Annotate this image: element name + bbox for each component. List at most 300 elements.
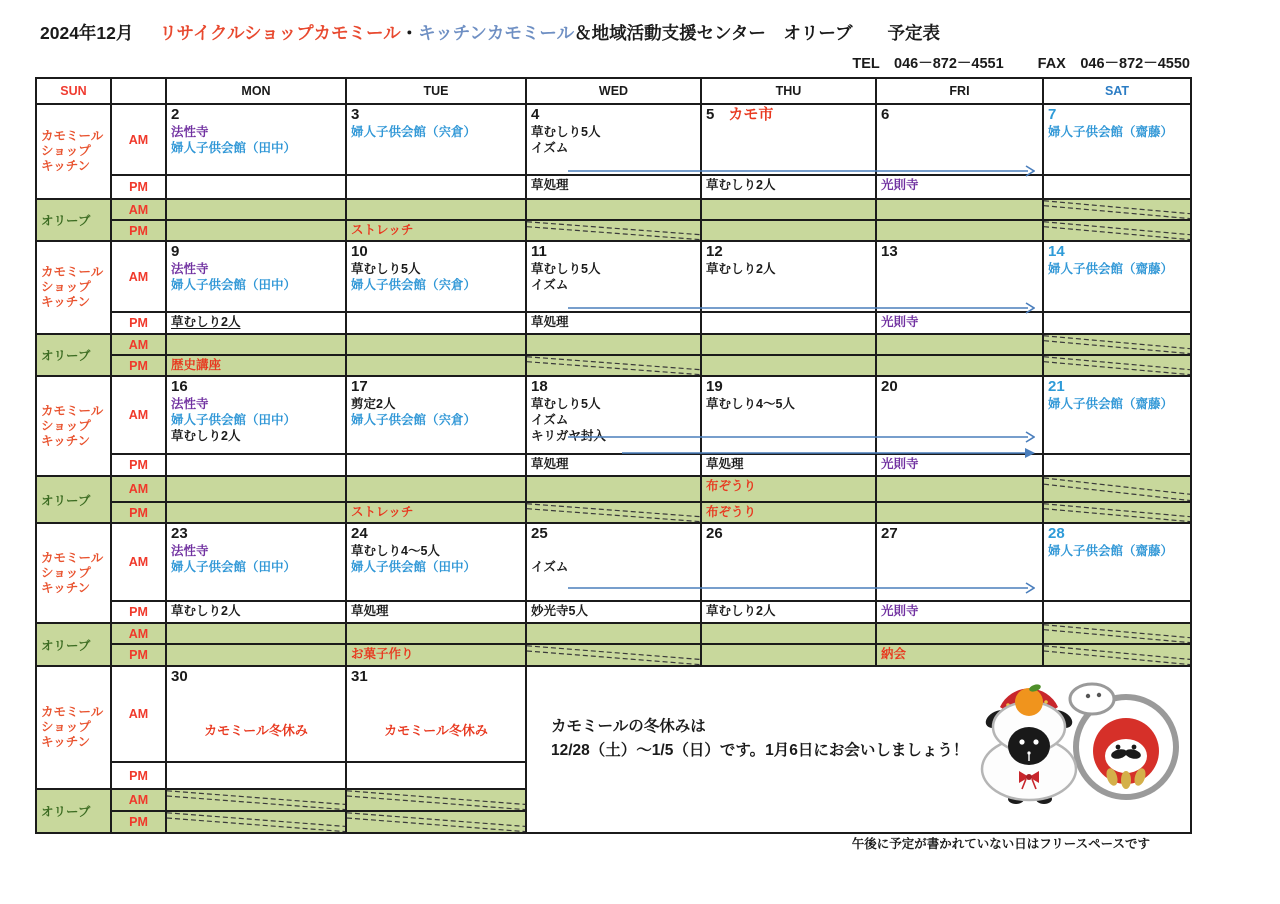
facility-label-line: カモミール xyxy=(41,129,104,143)
day-cell xyxy=(526,601,701,623)
day-cell xyxy=(166,334,346,355)
title-shop-blue: キッチンカモミール xyxy=(418,23,575,43)
day-cell xyxy=(526,644,701,666)
day-cell xyxy=(876,175,1043,199)
date-row xyxy=(351,668,521,686)
facility-label-olive: オリーブ xyxy=(36,623,111,666)
day-cell xyxy=(526,623,701,644)
event-line xyxy=(351,222,521,238)
date-label: 30 xyxy=(171,668,188,685)
day-cell xyxy=(526,334,701,355)
event-text: 法性寺 xyxy=(171,544,209,558)
day-cell xyxy=(166,104,346,175)
event-text: 草処理 xyxy=(531,457,569,471)
date-label: 5 xyxy=(706,106,715,123)
event-line xyxy=(881,603,1038,619)
ampm-label: PM xyxy=(111,454,166,476)
date-row xyxy=(351,243,521,261)
event-text: 婦人子供会館（齋藤） xyxy=(1048,125,1174,139)
event-text: 草処理 xyxy=(531,178,569,192)
facility-label-line: カモミール xyxy=(41,403,104,418)
event-line xyxy=(171,261,341,277)
day-cell xyxy=(166,623,346,644)
day-cell xyxy=(1043,502,1191,523)
day-cell xyxy=(166,811,346,833)
facility-label-line: カモミール xyxy=(41,550,104,565)
facility-label-olive: オリーブ xyxy=(36,476,111,523)
day-cell xyxy=(526,199,701,220)
date-label: 19 xyxy=(706,378,723,395)
day-cell xyxy=(166,220,346,241)
day-cell xyxy=(1043,220,1191,241)
day-cell xyxy=(346,454,526,476)
event-text: 婦人子供会館（齋藤） xyxy=(1048,544,1174,558)
day-cell xyxy=(346,811,526,833)
event-line xyxy=(706,396,871,412)
event-text: 布ぞうり xyxy=(706,479,757,493)
day-cell xyxy=(166,312,346,334)
event-text xyxy=(531,544,534,558)
event-text: 剪定2人 xyxy=(351,397,396,411)
event-line xyxy=(531,124,696,140)
date-row xyxy=(706,525,871,543)
event-text: 草むしり2人 xyxy=(171,429,241,443)
event-line xyxy=(531,396,696,412)
day-cell xyxy=(876,476,1043,502)
day-cell xyxy=(526,241,701,312)
week-row xyxy=(36,312,1191,334)
event-text: イズム xyxy=(531,413,569,427)
day-cell xyxy=(876,644,1043,666)
event-text: 布ぞうり xyxy=(706,505,757,519)
ampm-label: PM xyxy=(111,762,166,789)
date-label: 4 xyxy=(531,106,540,123)
date-row xyxy=(706,106,871,124)
day-cell xyxy=(166,476,346,502)
date-label: 25 xyxy=(531,525,548,542)
event-text: 婦人子供会館（田中） xyxy=(351,560,477,574)
event-line xyxy=(351,277,521,293)
date-note: カモ市 xyxy=(728,106,774,123)
facility-label-kamomile xyxy=(36,666,111,789)
event-line xyxy=(351,124,521,140)
event-line xyxy=(1048,396,1186,412)
date-row xyxy=(531,243,696,261)
ampm-label: AM xyxy=(111,476,166,502)
facility-label-line: ショップ xyxy=(41,418,91,433)
event-line xyxy=(881,314,1038,330)
ampm-label: AM xyxy=(111,666,166,762)
week-row xyxy=(36,376,1191,454)
date-label: 7 xyxy=(1048,106,1057,123)
event-line xyxy=(531,559,696,575)
facility-label-line: キッチン xyxy=(41,295,91,309)
day-header-mon: MON xyxy=(166,78,346,104)
event-text: 法性寺 xyxy=(171,397,209,411)
date-row xyxy=(171,106,341,124)
day-cell xyxy=(1043,454,1191,476)
event-text: 草むしり2人 xyxy=(171,315,241,329)
event-text: 光則寺 xyxy=(881,457,919,471)
date-label: 31 xyxy=(351,668,368,685)
diagonal-slash-icon xyxy=(347,790,525,810)
day-cell xyxy=(346,476,526,502)
day-cell xyxy=(701,502,876,523)
event-text: 光則寺 xyxy=(881,178,919,192)
day-cell xyxy=(526,376,701,454)
day-cell xyxy=(346,762,526,789)
day-cell xyxy=(701,199,876,220)
day-cell xyxy=(701,355,876,376)
date-row xyxy=(881,378,1038,396)
event-line xyxy=(531,177,696,193)
date-label: 3 xyxy=(351,106,360,123)
date-row xyxy=(171,378,341,396)
day-cell xyxy=(166,601,346,623)
diagonal-slash-icon xyxy=(1044,200,1190,219)
event-text: イズム xyxy=(531,141,569,155)
date-row xyxy=(706,378,871,396)
date-label: 28 xyxy=(1048,525,1065,542)
day-cell xyxy=(1043,476,1191,502)
day-cell xyxy=(526,175,701,199)
event-line xyxy=(171,124,341,140)
event-line xyxy=(351,603,521,619)
day-cell xyxy=(346,623,526,644)
day-cell xyxy=(701,241,876,312)
winter-notice-line: 12/28（土）～1/5（日）です。1月6日にお会いしましょう！ xyxy=(551,742,969,760)
diagonal-slash-icon xyxy=(1044,503,1190,522)
day-cell xyxy=(166,666,346,762)
diagonal-slash-icon xyxy=(347,812,525,832)
contact-line xyxy=(852,52,1190,73)
ampm-label: AM xyxy=(111,789,166,811)
event-text: 婦人子供会館（齋藤） xyxy=(1048,262,1174,276)
day-cell xyxy=(346,104,526,175)
facility-label-line: キッチン xyxy=(41,159,91,173)
ampm-label: PM xyxy=(111,811,166,833)
ampm-label: PM xyxy=(111,644,166,666)
event-text: 草むしり2人 xyxy=(706,262,776,276)
week-row xyxy=(36,601,1191,623)
ampm-label: PM xyxy=(111,601,166,623)
day-cell xyxy=(1043,376,1191,454)
day-cell xyxy=(526,312,701,334)
day-cell xyxy=(1043,355,1191,376)
date-row xyxy=(171,243,341,261)
event-line xyxy=(351,559,521,575)
event-line xyxy=(171,314,341,330)
day-cell xyxy=(876,241,1043,312)
day-cell xyxy=(1043,312,1191,334)
facility-label-kamomile xyxy=(36,104,111,199)
event-line xyxy=(351,412,521,428)
event-text: 光則寺 xyxy=(881,315,919,329)
event-line xyxy=(351,646,521,662)
date-row xyxy=(881,106,1038,124)
event-text: 妙光寺5人 xyxy=(531,604,588,618)
event-text: 草むしり4～5人 xyxy=(351,544,440,558)
day-cell xyxy=(526,220,701,241)
event-line xyxy=(531,603,696,619)
day-cell xyxy=(526,476,701,502)
title-separator: ・ xyxy=(400,23,419,43)
event-text: 草むしり2人 xyxy=(706,604,776,618)
day-cell xyxy=(526,104,701,175)
event-text: 草処理 xyxy=(531,315,569,329)
day-cell xyxy=(1043,644,1191,666)
event-text: 法性寺 xyxy=(171,262,209,276)
diagonal-slash-icon xyxy=(167,812,345,832)
day-cell xyxy=(701,312,876,334)
diagonal-slash-icon xyxy=(167,790,345,810)
event-line xyxy=(706,478,871,494)
day-cell xyxy=(876,104,1043,175)
week-row xyxy=(36,523,1191,601)
date-label: 18 xyxy=(531,378,548,395)
event-line xyxy=(171,277,341,293)
date-label: 12 xyxy=(706,243,723,260)
facility-label-line: カモミール xyxy=(41,705,104,719)
day-header-ampm xyxy=(111,78,166,104)
day-cell xyxy=(346,220,526,241)
date-row xyxy=(531,525,696,543)
day-cell xyxy=(876,454,1043,476)
date-row xyxy=(351,106,521,124)
ampm-label: PM xyxy=(111,502,166,523)
facility-label-line: カモミール xyxy=(41,265,104,279)
date-label: 14 xyxy=(1048,243,1065,260)
week-row xyxy=(36,104,1191,175)
event-text: 草むしり5人 xyxy=(351,262,421,276)
date-row xyxy=(531,378,696,396)
event-text: イズム xyxy=(531,278,569,292)
winter-notice xyxy=(551,715,968,763)
week-row xyxy=(36,220,1191,241)
week-row xyxy=(36,199,1191,220)
day-cell xyxy=(346,666,526,762)
date-row xyxy=(1048,525,1186,543)
week-row xyxy=(36,623,1191,644)
event-text: 婦人子供会館（田中） xyxy=(171,560,297,574)
date-label: 24 xyxy=(351,525,368,542)
date-label: 9 xyxy=(171,243,180,260)
day-cell xyxy=(701,454,876,476)
event-text: ストレッチ xyxy=(351,505,414,519)
date-label: 27 xyxy=(881,525,898,542)
day-cell xyxy=(876,312,1043,334)
event-line xyxy=(171,357,341,373)
diagonal-slash-icon xyxy=(527,221,700,240)
ampm-label: AM xyxy=(111,523,166,601)
facility-label-line: キッチン xyxy=(41,433,91,448)
event-line xyxy=(171,603,341,619)
day-cell xyxy=(166,355,346,376)
day-cell xyxy=(701,601,876,623)
day-cell xyxy=(1043,523,1191,601)
event-line xyxy=(1048,124,1186,140)
event-text: 草むしり5人 xyxy=(531,125,601,139)
facility-label-kamomile xyxy=(36,523,111,623)
date-label: 20 xyxy=(881,378,898,395)
date-label: 17 xyxy=(351,378,368,395)
day-cell xyxy=(166,762,346,789)
day-cell xyxy=(701,623,876,644)
ampm-label: AM xyxy=(111,104,166,175)
event-line xyxy=(531,428,696,444)
day-cell xyxy=(876,334,1043,355)
date-row xyxy=(171,525,341,543)
week-row xyxy=(36,476,1191,502)
tel-label: TEL 046－872－4551 xyxy=(852,56,1004,72)
event-line xyxy=(531,456,696,472)
ampm-label: AM xyxy=(111,241,166,312)
day-header-sun: SUN xyxy=(36,78,111,104)
day-cell xyxy=(1043,104,1191,175)
day-cell xyxy=(1043,334,1191,355)
event-text: ストレッチ xyxy=(351,223,414,237)
facility-label-line: キッチン xyxy=(41,735,91,749)
day-cell xyxy=(346,334,526,355)
diagonal-slash-icon xyxy=(1044,335,1190,354)
event-line xyxy=(531,140,696,156)
day-cell xyxy=(876,355,1043,376)
event-text: 草むしり2人 xyxy=(171,604,241,618)
week-row xyxy=(36,334,1191,355)
date-label: 26 xyxy=(706,525,723,542)
event-text: 草むしり5人 xyxy=(531,397,601,411)
day-cell xyxy=(346,355,526,376)
ampm-label: PM xyxy=(111,312,166,334)
day-header-thu: THU xyxy=(701,78,876,104)
diagonal-slash-icon xyxy=(527,356,700,375)
day-cell xyxy=(526,502,701,523)
event-line xyxy=(171,428,341,444)
day-cell xyxy=(1043,199,1191,220)
event-text: 婦人子供会館（宍倉） xyxy=(351,278,477,292)
week-row xyxy=(36,502,1191,523)
day-header-fri: FRI xyxy=(876,78,1043,104)
event-text: 光則寺 xyxy=(881,604,919,618)
day-cell xyxy=(526,355,701,376)
day-cell xyxy=(701,376,876,454)
event-line xyxy=(351,261,521,277)
day-cell xyxy=(701,104,876,175)
event-text: 草処理 xyxy=(351,604,389,618)
date-label: 13 xyxy=(881,243,898,260)
holiday-note: カモミール冬休み xyxy=(384,723,488,738)
day-cell xyxy=(166,523,346,601)
diagonal-slash-icon xyxy=(527,503,700,522)
day-cell xyxy=(166,199,346,220)
day-cell xyxy=(346,376,526,454)
day-cell xyxy=(166,175,346,199)
day-cell xyxy=(346,523,526,601)
event-text: 草むしり4～5人 xyxy=(706,397,795,411)
day-cell xyxy=(1043,241,1191,312)
holiday-note: カモミール冬休み xyxy=(204,723,308,738)
event-line xyxy=(531,261,696,277)
facility-label-line: ショップ xyxy=(41,565,91,580)
day-cell xyxy=(701,476,876,502)
date-row xyxy=(1048,106,1186,124)
event-line xyxy=(351,396,521,412)
diagonal-slash-icon xyxy=(1044,645,1190,665)
event-line xyxy=(881,177,1038,193)
week-row xyxy=(36,666,1191,762)
diagonal-slash-icon xyxy=(1044,356,1190,375)
event-line xyxy=(171,396,341,412)
event-text: 婦人子供会館（宍倉） xyxy=(351,125,477,139)
ampm-label: AM xyxy=(111,334,166,355)
new-year-illustration-icon xyxy=(976,671,1188,805)
day-cell xyxy=(701,220,876,241)
week-row xyxy=(36,355,1191,376)
facility-label-line: キッチン xyxy=(41,580,91,595)
day-cell xyxy=(876,199,1043,220)
schedule-table xyxy=(35,77,1192,834)
day-cell xyxy=(876,376,1043,454)
event-line xyxy=(171,140,341,156)
date-row xyxy=(881,243,1038,261)
ampm-label: AM xyxy=(111,376,166,454)
facility-label-line: ショップ xyxy=(41,144,91,158)
event-text: 婦人子供会館（田中） xyxy=(171,413,297,427)
date-row xyxy=(1048,243,1186,261)
event-line xyxy=(1048,261,1186,277)
facility-label-olive: オリーブ xyxy=(36,334,111,376)
page-title xyxy=(40,20,940,45)
date-label: 23 xyxy=(171,525,188,542)
day-cell xyxy=(876,523,1043,601)
ampm-label: AM xyxy=(111,623,166,644)
winter-notice-line: カモミールの冬休みは xyxy=(551,718,706,735)
day-cell xyxy=(346,502,526,523)
event-text: 納会 xyxy=(881,647,907,661)
ampm-label: PM xyxy=(111,355,166,376)
date-row xyxy=(531,106,696,124)
date-row xyxy=(881,525,1038,543)
day-cell xyxy=(166,376,346,454)
day-cell xyxy=(876,623,1043,644)
event-line xyxy=(531,314,696,330)
event-text: 婦人子供会館（宍倉） xyxy=(351,413,477,427)
event-text: 草むしり5人 xyxy=(531,262,601,276)
date-label: 10 xyxy=(351,243,368,260)
day-cell xyxy=(701,334,876,355)
event-line xyxy=(881,646,1038,662)
event-line xyxy=(351,504,521,520)
header-row xyxy=(36,78,1191,104)
event-line xyxy=(706,603,871,619)
event-line xyxy=(1048,543,1186,559)
date-label: 16 xyxy=(171,378,188,395)
event-line xyxy=(706,504,871,520)
day-cell xyxy=(346,789,526,811)
event-line xyxy=(171,543,341,559)
date-row xyxy=(351,378,521,396)
footnote: 午後に予定が書かれていない日はフリースペースです xyxy=(851,837,1150,851)
facility-label-olive: オリーブ xyxy=(36,789,111,833)
day-header-sat: SAT xyxy=(1043,78,1191,104)
day-cell xyxy=(166,644,346,666)
facility-label-line: ショップ xyxy=(41,280,91,294)
day-header-wed: WED xyxy=(526,78,701,104)
title-shop-red: リサイクルショップカモミール xyxy=(159,23,401,43)
event-line xyxy=(706,177,871,193)
date-label: 21 xyxy=(1048,378,1065,395)
calendar-wrap xyxy=(35,77,1192,834)
